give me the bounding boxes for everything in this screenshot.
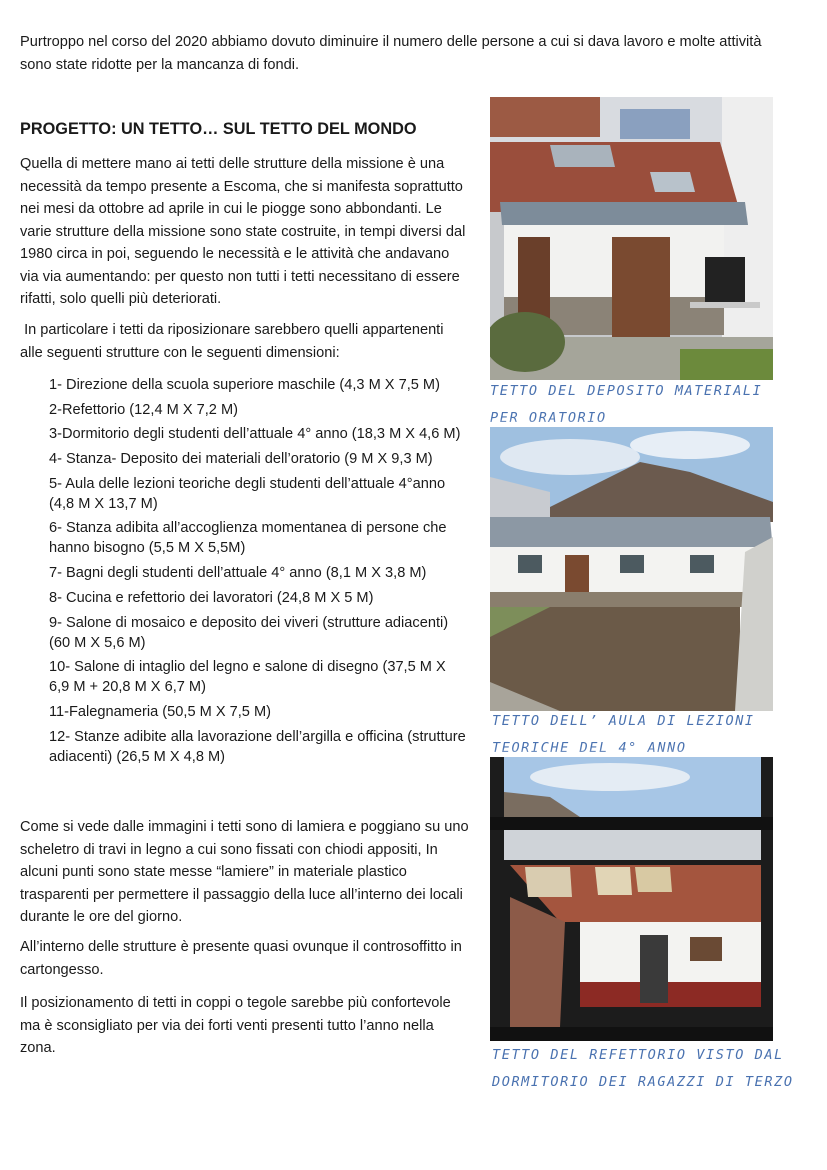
paragraph-roofs-need: Quella di mettere mano ai tetti delle strutture della missione è una necessità da tempo presente a Escoma, che si manifesta soprattutto nei mesi da ottobre ad aprile in cui le piogge sono abbondanti. Le varie strutture della missione sono state costruite, in tempi diversi dal 1980 circa in poi, seguendo le necessità e le attività che andavano via via aumentando: per questo non tutti i tetti necessitano di essere rifatti, solo quelli più deteriorati. xyxy=(20,156,466,307)
photo-classroom-roof xyxy=(490,427,773,711)
list-item: 9- Salone di mosaico e deposito dei viveri (strutture adiacenti) (60 M X 5,6 M) xyxy=(49,614,449,651)
structures-list xyxy=(49,375,469,771)
paragraph-roofs-list-intro: In particolare i tetti da riposizionare sarebbero quelli appartenenti alle seguenti strutture con le seguenti dimensioni: xyxy=(20,322,448,361)
photo-refectory-roof xyxy=(490,757,773,1041)
caption-photo-3: TETTO DEL REFETTORIO VISTO DAL DORMITORIO DEI RAGAZZI DI TERZO xyxy=(492,1047,794,1090)
paragraph-ceiling: All’interno delle strutture è presente quasi ovunque il controsoffitto in cartongesso. xyxy=(20,939,462,978)
intro-paragraph: Purtroppo nel corso del 2020 abbiamo dovuto diminuire il numero delle persone a cui si dava lavoro e molte attività sono state ridotte per la mancanza di fondi. xyxy=(20,34,762,73)
list-item: 12- Stanze adibite alla lavorazione dell’argilla e officina (strutture adiacenti) (26,5 M X 4,8 M) xyxy=(49,728,466,765)
section-heading: PROGETTO: UN TETTO… SUL TETTO DEL MONDO xyxy=(20,120,417,138)
list-item: 4- Stanza- Deposito dei materiali dell’oratorio (9 M X 9,3 M) xyxy=(49,451,433,468)
paragraph-tiles: Il posizionamento di tetti in coppi o tegole sarebbe più confortevole ma è sconsigliato per via dei forti venti presenti tutto l’anno nella zona. xyxy=(20,995,451,1056)
list-item: 11-Falegnameria (50,5 M X 7,5 M) xyxy=(49,703,271,720)
list-item: 10- Salone di intaglio del legno e salone di disegno (37,5 M X 6,9 M + 20,8 M X 6,7 M) xyxy=(49,659,446,696)
list-item: 1- Direzione della scuola superiore maschile (4,3 M X 7,5 M) xyxy=(49,377,440,393)
photo-storage-roof xyxy=(490,97,773,380)
list-item: 7- Bagni degli studenti dell’attuale 4° anno (8,1 M X 3,8 M) xyxy=(49,565,427,582)
caption-photo-1: TETTO DEL DEPOSITO MATERIALI PER ORATORIO xyxy=(490,383,763,426)
paragraph-roof-materials: Come si vede dalle immagini i tetti sono di lamiera e poggiano su uno scheletro di travi in legno a cui sono fissati con chiodi appositi, In alcuni punti sono state messe “lamiere” in materiale plastico trasparenti per permettere il passaggio della luce all’interno dei locali durante le ore del giorno. xyxy=(20,819,469,925)
list-item: 8- Cucina e refettorio dei lavoratori (24,8 M X 5 M) xyxy=(49,589,374,606)
list-item: 3-Dormitorio degli studenti dell’attuale 4° anno (18,3 M X 4,6 M) xyxy=(49,426,461,443)
list-item: 2-Refettorio (12,4 M X 7,2 M) xyxy=(49,401,238,418)
list-item: 5- Aula delle lezioni teoriche degli studenti dell’attuale 4°anno (4,8 M X 13,7 M) xyxy=(49,475,446,512)
caption-photo-2: TETTO DELL’ AULA DI LEZIONI TEORICHE DEL 4° ANNO xyxy=(492,713,755,756)
list-item: 6- Stanza adibita all’accoglienza momentanea di persone che hanno bisogno (5,5 M X 5,5M) xyxy=(49,520,447,557)
